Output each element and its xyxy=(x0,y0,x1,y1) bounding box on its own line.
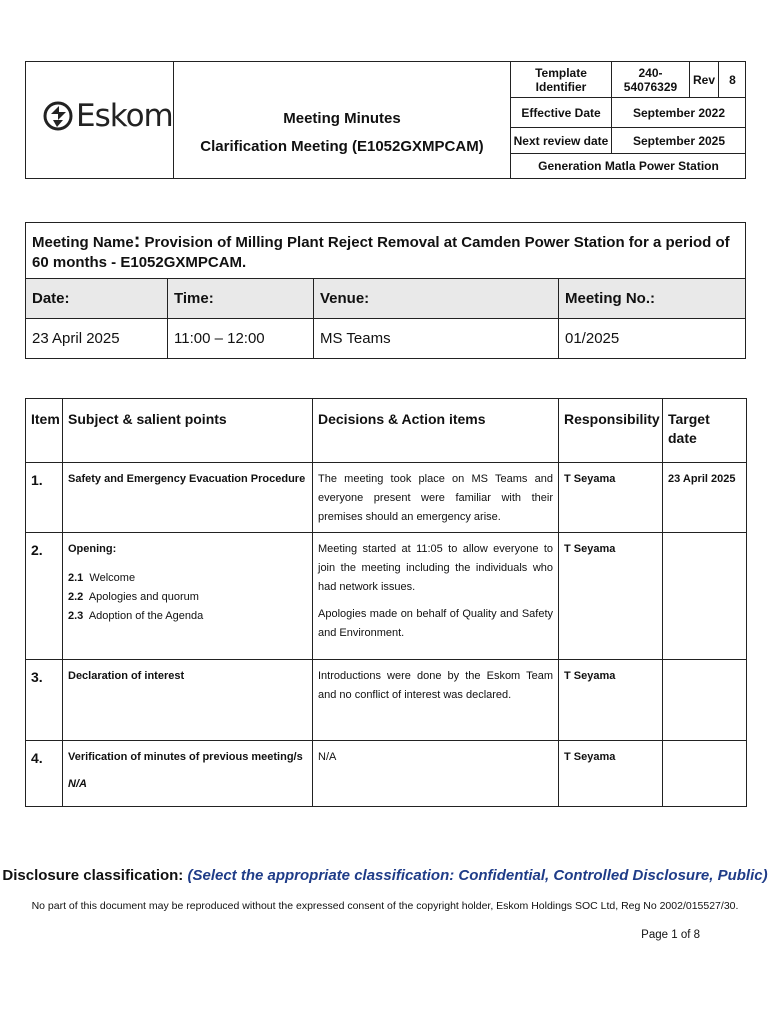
time-label: Time: xyxy=(167,279,313,318)
item-subject-cell xyxy=(63,741,313,807)
station-row xyxy=(511,154,746,178)
item-number: 3. xyxy=(26,660,63,741)
title-cell xyxy=(174,62,511,178)
item-subject-note: N/A xyxy=(68,778,87,790)
meeting-info-value-row xyxy=(26,319,745,358)
item-decision: Meeting started at 11:05 to allow everyone to join the meeting including the individuals who had network issues. xyxy=(318,543,553,593)
logo-cell xyxy=(26,62,174,178)
item-subject-cell xyxy=(63,533,313,660)
template-identifier-label: Template Identifier xyxy=(535,65,587,94)
eskom-emblem-icon xyxy=(43,100,73,132)
date-label: Date: xyxy=(32,290,70,307)
effective-date-value: September 2022 xyxy=(611,98,746,127)
item-target-date xyxy=(663,660,747,741)
item-target-date: 23 April 2025 xyxy=(663,463,747,533)
rev-value: 8 xyxy=(718,62,746,97)
template-metadata xyxy=(511,62,746,178)
list-item: 2.1 Welcome xyxy=(68,572,136,584)
item-number: 2. xyxy=(26,533,63,660)
sub-item-list xyxy=(68,569,307,626)
item-responsibility: T Seyama xyxy=(559,463,663,533)
disclosure-classification xyxy=(0,867,770,884)
item-target-date xyxy=(663,533,747,660)
responsibility-header: Responsibility xyxy=(559,399,663,463)
item-number: 4. xyxy=(26,741,63,807)
disclosure-label: Disclosure classification: xyxy=(2,867,184,884)
meeting-name-colon: : xyxy=(133,230,141,252)
meeting-number-label: Meeting No.: xyxy=(558,279,745,318)
item-subject: Opening: xyxy=(68,543,117,555)
agenda-header-row xyxy=(26,399,747,463)
item-decision-note: Apologies made on behalf of Quality and Safety and Environment. xyxy=(318,608,553,639)
table-row xyxy=(26,533,747,660)
date-value: 23 April 2025 xyxy=(32,330,120,347)
page-number: Page 1 of 8 xyxy=(641,929,700,941)
item-subject: Verification of minutes of previous meeting/s xyxy=(68,751,303,763)
next-review-value: September 2025 xyxy=(611,128,746,153)
meeting-name xyxy=(26,223,745,279)
next-review-row xyxy=(511,128,746,154)
template-identifier-value: 240-54076329 xyxy=(611,62,689,97)
meeting-info-header-row xyxy=(26,279,745,319)
eskom-logo xyxy=(43,98,173,134)
item-subject: Safety and Emergency Evacuation Procedure xyxy=(63,463,313,533)
list-item: 2.2 Apologies and quorum xyxy=(68,591,199,603)
meeting-number-value: 01/2025 xyxy=(558,319,745,358)
document-subtitle: Clarification Meeting (E1052GXMPCAM) xyxy=(200,138,484,155)
disclosure-value: (Select the appropriate classification: Confidential, Controlled Disclosure, Public) xyxy=(187,867,768,884)
table-row xyxy=(26,741,747,807)
item-target-date xyxy=(663,741,747,807)
copyright-notice: No part of this document may be reproduced without the expressed consent of the copyright holder, Eskom Holdings SOC Ltd, Reg No 2002/015527/30. xyxy=(31,900,739,912)
list-item: 2.3 Adoption of the Agenda xyxy=(68,610,204,622)
time-value: 11:00 – 12:00 xyxy=(167,319,313,358)
document-title: Meeting Minutes xyxy=(283,110,401,127)
target-date-header: Target date xyxy=(663,399,747,463)
effective-date-label: Effective Date xyxy=(521,105,601,120)
meeting-info-table xyxy=(25,222,746,359)
station-name: Generation Matla Power Station xyxy=(538,159,719,173)
item-header: Item xyxy=(26,399,63,463)
item-decision-cell xyxy=(313,533,559,660)
decisions-header: Decisions & Action items xyxy=(313,399,559,463)
item-decision: N/A xyxy=(313,741,559,807)
item-responsibility: T Seyama xyxy=(559,660,663,741)
item-decision: Introductions were done by the Eskom Team and no conflict of interest was declared. xyxy=(313,660,559,741)
meeting-name-value: Provision of Milling Plant Reject Removal at Camden Power Station for a period of 60 months - E1052GXMPCAM. xyxy=(32,234,730,271)
item-responsibility: T Seyama xyxy=(559,741,663,807)
table-row xyxy=(26,660,747,741)
venue-value: MS Teams xyxy=(313,319,558,358)
effective-date-row xyxy=(511,98,746,128)
item-responsibility: T Seyama xyxy=(559,533,663,660)
document-header xyxy=(25,61,746,179)
venue-label: Venue: xyxy=(313,279,558,318)
subject-header: Subject & salient points xyxy=(63,399,313,463)
item-subject: Declaration of interest xyxy=(63,660,313,741)
item-number: 1. xyxy=(26,463,63,533)
table-row xyxy=(26,463,747,533)
agenda-table xyxy=(25,398,747,807)
item-decision: The meeting took place on MS Teams and everyone present were familiar with their premises should an emergency arise. xyxy=(313,463,559,533)
logo-text: Eskom xyxy=(76,98,173,134)
rev-label: Rev xyxy=(689,62,718,97)
next-review-label: Next review date xyxy=(513,133,609,148)
meeting-name-label: Meeting Name xyxy=(32,234,134,251)
template-identifier-row xyxy=(511,62,746,98)
